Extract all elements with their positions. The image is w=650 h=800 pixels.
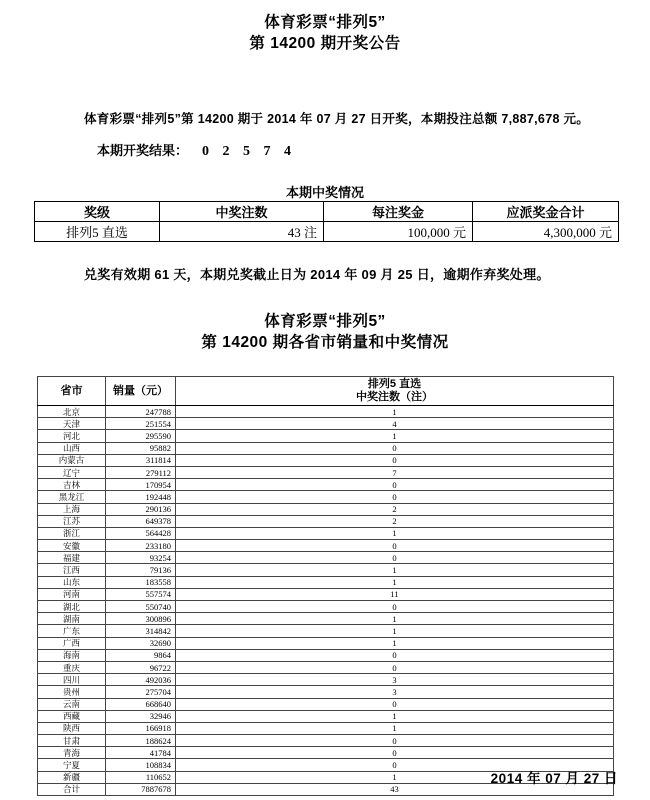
province-cell-name: 新疆 (38, 771, 106, 783)
province-row (38, 613, 614, 625)
province-cell-wins: 1 (176, 430, 614, 442)
province-cell-sales: 550740 (106, 601, 176, 613)
province-cell-sales: 188624 (106, 735, 176, 747)
footer-date: 2014 年 07 月 27 日 (490, 771, 618, 786)
prize-table-header-row (35, 202, 619, 222)
province-cell-sales: 93254 (106, 552, 176, 564)
province-cell-name: 西藏 (38, 710, 106, 722)
province-cell-wins: 2 (176, 503, 614, 515)
province-cell-sales: 251554 (106, 418, 176, 430)
province-cell-wins: 0 (176, 747, 614, 759)
page-title-line1: 体育彩票“排列5” (264, 14, 386, 31)
province-col-sales: 销量（元） (106, 377, 176, 406)
province-cell-name: 江苏 (38, 515, 106, 527)
prize-table-data-row (35, 222, 619, 242)
province-row (38, 649, 614, 661)
province-cell-sales: 557574 (106, 588, 176, 600)
province-section-title-line2: 第 14200 期各省市销量和中奖情况 (201, 334, 449, 351)
province-cell-name: 云南 (38, 698, 106, 710)
province-cell-sales: 247788 (106, 406, 176, 418)
prize-total-cell: 4,300,000 元 (473, 222, 619, 242)
province-table-body (38, 406, 614, 796)
prize-col-per-prize: 每注奖金 (324, 202, 473, 222)
province-section-title (0, 311, 650, 353)
province-section-title-line1: 体育彩票“排列5” (264, 313, 386, 330)
province-cell-name: 内蒙古 (38, 454, 106, 466)
province-cell-wins: 0 (176, 479, 614, 491)
province-cell-wins: 0 (176, 601, 614, 613)
province-cell-name: 贵州 (38, 686, 106, 698)
province-cell-wins: 0 (176, 540, 614, 552)
province-cell-name: 广西 (38, 637, 106, 649)
page-title (0, 12, 650, 54)
province-cell-wins: 7 (176, 466, 614, 478)
province-cell-name: 河北 (38, 430, 106, 442)
province-row (38, 564, 614, 576)
province-cell-sales: 110652 (106, 771, 176, 783)
province-row (38, 698, 614, 710)
province-row (38, 601, 614, 613)
prize-col-total: 应派奖金合计 (473, 202, 619, 222)
province-cell-name: 山东 (38, 576, 106, 588)
province-cell-sales: 166918 (106, 722, 176, 734)
province-row (38, 576, 614, 588)
province-row (38, 710, 614, 722)
province-col-wins (176, 377, 614, 406)
province-cell-sales: 32946 (106, 710, 176, 722)
province-row (38, 686, 614, 698)
province-cell-name: 福建 (38, 552, 106, 564)
province-row (38, 674, 614, 686)
prize-col-level: 奖级 (35, 202, 160, 222)
province-cell-wins: 2 (176, 515, 614, 527)
province-cell-sales: 275704 (106, 686, 176, 698)
province-cell-sales: 192448 (106, 491, 176, 503)
province-row (38, 454, 614, 466)
province-cell-wins: 3 (176, 674, 614, 686)
province-sales-table (37, 376, 614, 796)
province-row (38, 722, 614, 734)
province-row (38, 406, 614, 418)
province-row (38, 747, 614, 759)
province-cell-wins: 1 (176, 625, 614, 637)
province-cell-wins: 3 (176, 686, 614, 698)
province-cell-sales: 96722 (106, 661, 176, 673)
province-col-wins-line2: 中奖注数（注） (356, 391, 433, 403)
province-cell-wins: 0 (176, 552, 614, 564)
province-cell-name: 四川 (38, 674, 106, 686)
province-cell-name: 黑龙江 (38, 491, 106, 503)
province-cell-wins: 1 (176, 613, 614, 625)
province-cell-sales: 7887678 (106, 783, 176, 795)
draw-result-label: 本期开奖结果： (97, 143, 189, 158)
province-cell-name: 湖南 (38, 613, 106, 625)
province-cell-sales: 279112 (106, 466, 176, 478)
province-cell-wins: 0 (176, 491, 614, 503)
prize-count-cell: 43 注 (160, 222, 324, 242)
province-cell-sales: 668640 (106, 698, 176, 710)
province-cell-wins: 1 (176, 722, 614, 734)
province-cell-sales: 314842 (106, 625, 176, 637)
province-cell-name: 天津 (38, 418, 106, 430)
province-cell-wins: 0 (176, 454, 614, 466)
province-cell-sales: 564428 (106, 527, 176, 539)
province-row (38, 588, 614, 600)
province-cell-name: 河南 (38, 588, 106, 600)
province-row (38, 430, 614, 442)
province-cell-name: 辽宁 (38, 466, 106, 478)
province-table-header-row (38, 377, 614, 406)
province-cell-wins: 1 (176, 710, 614, 722)
province-cell-wins: 0 (176, 735, 614, 747)
prize-table-caption: 本期中奖情况 (285, 185, 364, 200)
province-row (38, 491, 614, 503)
province-cell-name: 上海 (38, 503, 106, 515)
province-cell-name: 江西 (38, 564, 106, 576)
province-row (38, 527, 614, 539)
province-row (38, 515, 614, 527)
page-title-line2: 第 14200 期开奖公告 (249, 35, 401, 52)
province-row (38, 552, 614, 564)
province-cell-sales: 290136 (106, 503, 176, 515)
province-cell-sales: 9864 (106, 649, 176, 661)
province-cell-name: 吉林 (38, 479, 106, 491)
province-row (38, 735, 614, 747)
province-row (38, 540, 614, 552)
province-row (38, 637, 614, 649)
province-cell-sales: 170954 (106, 479, 176, 491)
province-cell-name: 甘肃 (38, 735, 106, 747)
province-cell-wins: 0 (176, 661, 614, 673)
province-cell-sales: 233180 (106, 540, 176, 552)
province-cell-wins: 1 (176, 564, 614, 576)
province-cell-wins: 0 (176, 698, 614, 710)
province-row (38, 418, 614, 430)
province-cell-wins: 4 (176, 418, 614, 430)
province-cell-name: 青海 (38, 747, 106, 759)
prize-per-cell: 100,000 元 (324, 222, 473, 242)
province-cell-wins: 11 (176, 588, 614, 600)
province-cell-wins: 1 (176, 771, 614, 783)
prize-col-count: 中奖注数 (160, 202, 324, 222)
draw-intro-text: 体育彩票“排列5”第 14200 期于 2014 年 07 月 27 日开奖，本期投注总额 7,887,678 元。 (84, 112, 590, 126)
province-cell-wins: 0 (176, 649, 614, 661)
province-cell-wins: 0 (176, 759, 614, 771)
province-cell-name: 湖北 (38, 601, 106, 613)
province-col-name: 省市 (38, 377, 106, 406)
province-cell-wins: 43 (176, 783, 614, 795)
province-cell-wins: 1 (176, 406, 614, 418)
province-cell-sales: 95882 (106, 442, 176, 454)
province-cell-sales: 492036 (106, 674, 176, 686)
province-cell-name: 合计 (38, 783, 106, 795)
province-row (38, 625, 614, 637)
draw-result-value: 0 2 5 7 4 (202, 144, 297, 159)
province-cell-name: 安徽 (38, 540, 106, 552)
province-cell-sales: 32690 (106, 637, 176, 649)
province-cell-name: 北京 (38, 406, 106, 418)
province-cell-sales: 108834 (106, 759, 176, 771)
province-cell-sales: 41784 (106, 747, 176, 759)
province-cell-name: 广东 (38, 625, 106, 637)
province-cell-sales: 295590 (106, 430, 176, 442)
prize-level-cell: 排列5 直选 (35, 222, 160, 242)
redeem-deadline-note: 兑奖有效期 61 天，本期兑奖截止日为 2014 年 09 月 25 日，逾期作弃奖处理。 (84, 267, 550, 282)
province-cell-name: 浙江 (38, 527, 106, 539)
province-row (38, 479, 614, 491)
draw-result-line (97, 140, 296, 160)
province-cell-name: 山西 (38, 442, 106, 454)
province-cell-wins: 1 (176, 637, 614, 649)
province-col-wins-line1: 排列5 直选 (367, 378, 422, 390)
province-cell-wins: 1 (176, 527, 614, 539)
province-cell-sales: 300896 (106, 613, 176, 625)
province-row (38, 661, 614, 673)
province-cell-wins: 1 (176, 576, 614, 588)
province-cell-name: 宁夏 (38, 759, 106, 771)
province-row (38, 442, 614, 454)
province-cell-sales: 183558 (106, 576, 176, 588)
province-cell-wins: 0 (176, 442, 614, 454)
province-cell-name: 海南 (38, 649, 106, 661)
province-cell-sales: 311814 (106, 454, 176, 466)
province-cell-name: 陕西 (38, 722, 106, 734)
province-cell-sales: 649378 (106, 515, 176, 527)
province-row (38, 466, 614, 478)
province-cell-name: 重庆 (38, 661, 106, 673)
province-row (38, 503, 614, 515)
province-cell-sales: 79136 (106, 564, 176, 576)
prize-table (34, 201, 619, 242)
